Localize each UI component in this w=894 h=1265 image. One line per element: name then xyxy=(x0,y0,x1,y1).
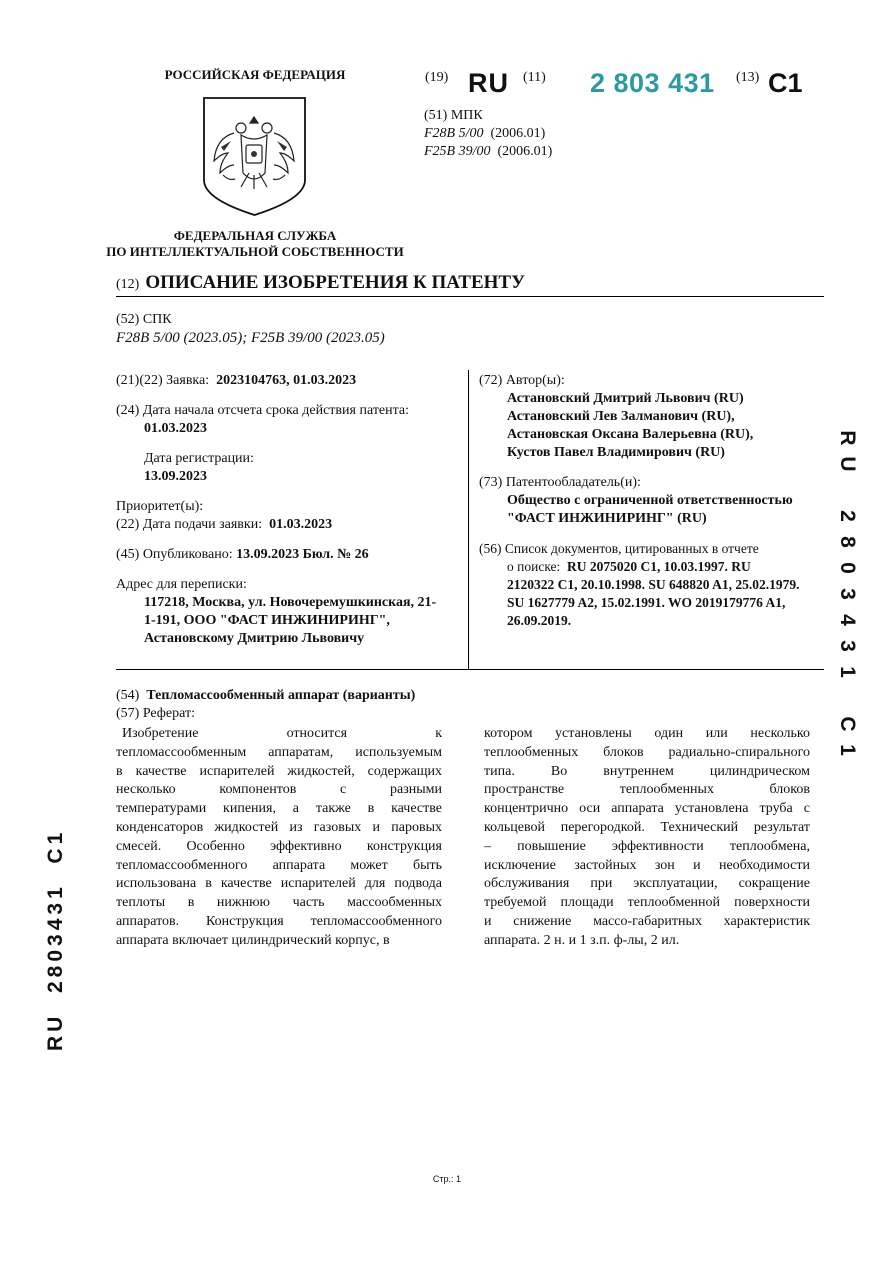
code-19: (19) xyxy=(425,70,449,85)
document-title: (12) ОПИСАНИЕ ИЗОБРЕТЕНИЯ К ПАТЕНТУ xyxy=(116,272,526,293)
abstract-line: кольцевой перегородкой. Технический результат xyxy=(484,819,810,835)
left-biblio xyxy=(116,372,461,660)
abstract-line: обслуживания при эксплуатации, сокращение xyxy=(484,876,810,892)
abstract-line: несколько компонентов с разными xyxy=(116,782,442,798)
abstract-line: и снижение массо-габаритных характеристик xyxy=(484,913,810,929)
side-char: U xyxy=(836,456,859,472)
abstract-line: пространстве теплообменных блоков xyxy=(484,782,810,798)
abstract-line: теплообменных блоков радиально-спирального xyxy=(484,744,810,760)
cpc-block xyxy=(116,311,385,347)
abstract-line: аппарата. 2 н. и 1 з.п. ф-лы, 2 ил. xyxy=(484,932,680,948)
abstract-line: тепломассообменного аппарата может быть xyxy=(116,857,442,873)
agency-line2: ПО ИНТЕЛЛЕКТУАЛЬНОЙ СОБСТВЕННОСТИ xyxy=(106,244,404,259)
abstract-right-column xyxy=(484,725,810,951)
page-number: Стр.: 1 xyxy=(432,1174,462,1184)
abstract-line: концентрично оси аппарата установлена труба с xyxy=(484,801,810,817)
abstract-line: – повышение эффективности теплообмена, xyxy=(484,838,810,854)
abstract-line: температурами кипения, а также в качестве xyxy=(116,801,442,817)
right-biblio xyxy=(479,372,819,642)
side-char xyxy=(833,688,859,708)
code-11: (11) xyxy=(523,70,546,85)
abstract-line: аппарата включает цилиндрический корпус, в xyxy=(116,932,390,948)
biblio-rule xyxy=(116,669,824,670)
side-label-right xyxy=(836,425,859,763)
side-char: 1 xyxy=(836,744,859,756)
abstract-line: Изобретение относится к xyxy=(122,726,442,741)
russian-coat-of-arms-icon xyxy=(201,95,308,217)
abstract-line: аппаратов. Конструкция тепломассообменного xyxy=(116,913,442,929)
registration: Дата регистрации: 13.09.2023 xyxy=(144,451,254,484)
abstract-line: в качестве испарителей жидкостей, содержащих xyxy=(116,763,442,779)
abstract-line: теплоты в нижнюю часть массообменных xyxy=(116,895,442,911)
side-char: R xyxy=(836,430,859,446)
side-char: 8 xyxy=(836,536,859,548)
ipc-label: (51) МПК xyxy=(424,108,483,123)
side-char xyxy=(833,480,859,500)
application: (21)(22) Заявка: 2023104763, 01.03.2023 xyxy=(116,373,357,388)
ipc-block xyxy=(424,107,552,161)
side-char: 2 xyxy=(836,510,859,522)
patent-number: 2 803 431 xyxy=(590,68,715,98)
country-name: РОССИЙСКАЯ ФЕДЕРАЦИЯ xyxy=(164,67,346,82)
patent-owner: (73) Патентообладатель(и): Общество с ограниченной ответственностью "ФАСТ ИНЖИНИРИНГ" (RU) xyxy=(479,475,793,526)
side-char: 4 xyxy=(836,614,859,626)
abstract-line: тепломассообменным аппаратам, используемым xyxy=(116,744,442,760)
country-code: RU xyxy=(468,68,509,98)
ipc-item: F25B 39/00 (2006.01) xyxy=(424,144,553,159)
side-char: 3 xyxy=(836,640,859,652)
abstract-label: (57) Реферат: xyxy=(116,706,195,721)
abstract-line: смесей. Особенно эффективно конструкция xyxy=(116,838,442,854)
abstract-left-column xyxy=(116,725,442,951)
priority: Приоритет(ы): (22) Дата подачи заявки: 01.03.2023 xyxy=(116,499,333,532)
side-char: 0 xyxy=(836,562,859,574)
invention-heading: (54) Тепломассообменный аппарат (варианты) (57) Реферат: xyxy=(116,687,826,723)
invention-title: Тепломассообменный аппарат (варианты) xyxy=(146,688,416,703)
published: (45) Опубликовано: 13.09.2023 Бюл. № 26 xyxy=(116,547,369,562)
side-label-left: RU 2803431 C1 xyxy=(44,828,67,1051)
side-char: C xyxy=(836,716,859,732)
abstract-line: требуемой площади теплообменной поверхности xyxy=(484,895,810,911)
agency-line1: ФЕДЕРАЛЬНАЯ СЛУЖБА xyxy=(173,228,337,243)
cpc-codes: F28B 5/00 (2023.05); F25B 39/00 (2023.05) xyxy=(116,330,385,346)
abstract-line: исключение застойных зон и необходимости xyxy=(484,857,810,873)
cited-documents: (56) Список документов, цитированных в отчете о поиске: RU 2075020 C1, 10.03.1997. RU 2120322 C1, 20.10.1998. SU 648820 A1, 25.02.1979. SU 1627779 A2, 15.02.1991. WO 2019179776 A1, 26.09.2019. xyxy=(479,541,800,628)
ipc-item: F28B 5/00 (2006.01) xyxy=(424,126,546,141)
abstract-line: конденсаторов жидкостей из газовых и паровых xyxy=(116,819,442,835)
column-divider xyxy=(468,370,469,670)
address: Адрес для переписки: 117218, Москва, ул. Новочеремушкинская, 21- 1-191, ООО "ФАСТ ИНЖИНИРИНГ", Астановскому Дмитрию Львовичу xyxy=(116,577,437,646)
abstract-line: котором установлены один или несколько xyxy=(484,726,810,741)
term-start: (24) Дата начала отсчета срока действия патента: 01.03.2023 xyxy=(116,403,410,436)
side-char: 3 xyxy=(836,588,859,600)
code-13: (13) xyxy=(736,70,760,85)
cpc-label: (52) СПК xyxy=(116,312,172,327)
agency-name xyxy=(90,228,420,260)
title-rule xyxy=(116,296,824,297)
kind-code: C1 xyxy=(768,68,803,98)
abstract-line: типа. Во внутреннем цилиндрическом xyxy=(484,763,810,779)
side-char: 1 xyxy=(836,666,859,678)
authors: (72) Автор(ы): Астановский Дмитрий Львович (RU) Астановский Лев Залманович (RU), Астановская Оксана Валерьевна (RU), Кустов Павел Владимирович (RU) xyxy=(479,373,754,460)
abstract-line: использована в качестве испарителей для подвода xyxy=(116,876,442,892)
